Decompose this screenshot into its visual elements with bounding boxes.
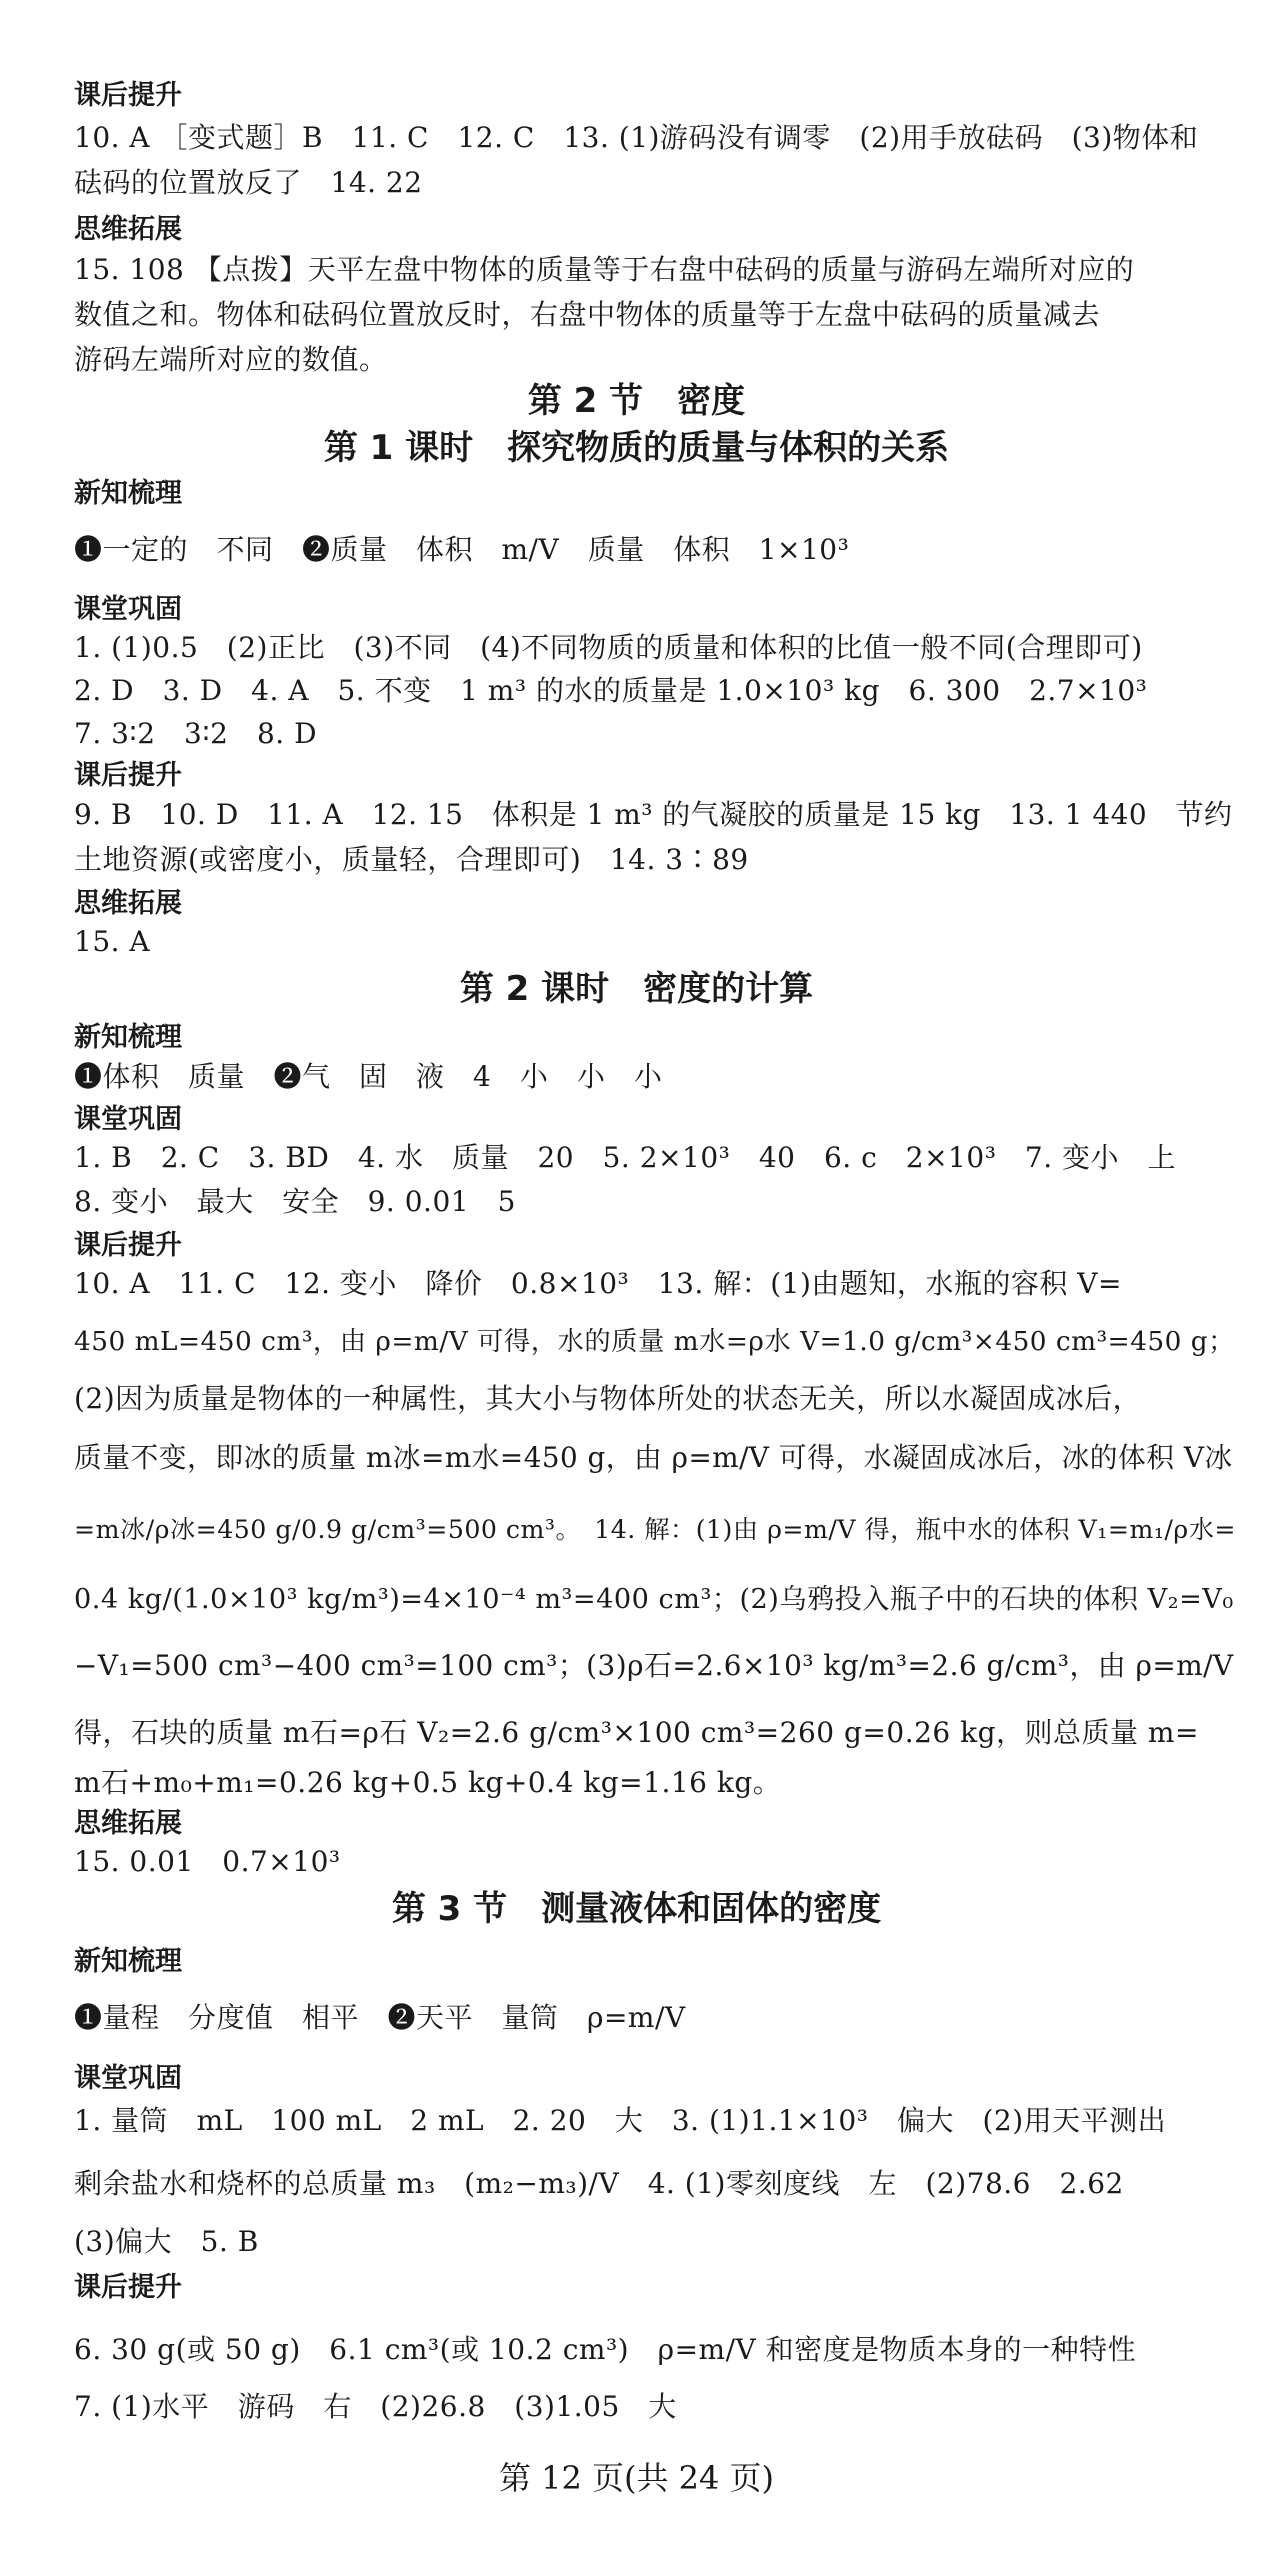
section-label: 课堂巩固: [74, 1104, 182, 1135]
answer-line: 7. (1)水平 游码 右 (2)26.8 (3)1.05 大: [74, 2390, 677, 2423]
answer-line: 土地资源(或密度小，质量轻，合理即可) 14. 3∶89: [74, 843, 749, 876]
answer-line: 2. D 3. D 4. A 5. 不变 1 m³ 的水的质量是 1.0×10³ kg 6. 300 2.7×10³: [74, 674, 1148, 707]
section-title: 第 3 节 测量液体和固体的密度: [391, 1889, 882, 1929]
answer-line: 0.4 kg/(1.0×10³ kg/m³)=4×10⁻⁴ m³=400 cm³；(2)乌鸦投入瓶子中的石块的体积 V₂=V₀: [74, 1584, 1234, 1615]
answer-line: 10. A ［变式题］B 11. C 12. C 13. (1)游码没有调零 (2)用手放砝码 (3)物体和: [74, 121, 1199, 154]
answer-line: 砝码的位置放反了 14. 22: [74, 166, 423, 199]
answer-line: 15. A: [74, 925, 151, 958]
answer-line: ❶一定的 不同 ❷质量 体积 m/V 质量 体积 1×10³: [74, 533, 850, 566]
section-label: 课堂巩固: [74, 594, 182, 625]
answer-line: ❶体积 质量 ❷气 固 液 4 小 小 小: [74, 1060, 663, 1093]
answer-line: 得，石块的质量 m石=ρ石 V₂=2.6 g/cm³×100 cm³=260 g=0.26 kg，则总质量 m=: [74, 1716, 1199, 1749]
answer-line: =m冰/ρ冰=450 g/0.9 g/cm³=500 cm³。 14. 解：(1)由 ρ=m/V 得，瓶中水的体积 V₁=m₁/ρ水=: [74, 1515, 1237, 1544]
answer-line: 15. 0.01 0.7×10³: [74, 1845, 341, 1878]
answer-line: m石+m₀+m₁=0.26 kg+0.5 kg+0.4 kg=1.16 kg。: [74, 1766, 782, 1799]
section-label: 思维拓展: [74, 1808, 182, 1839]
page-footer: 第 12 页(共 24 页): [498, 2459, 775, 2497]
answer-line: 1. 量筒 mL 100 mL 2 mL 2. 20 大 3. (1)1.1×10³ 偏大 (2)用天平测出: [74, 2104, 1167, 2137]
answer-line: 1. B 2. C 3. BD 4. 水 质量 20 5. 2×10³ 40 6. c 2×10³ 7. 变小 上: [74, 1141, 1177, 1174]
section-label: 课后提升: [74, 760, 182, 791]
answer-line: −V₁=500 cm³−400 cm³=100 cm³；(3)ρ石=2.6×10³ kg/m³=2.6 g/cm³，由 ρ=m/V: [74, 1649, 1234, 1682]
answer-line: 1. (1)0.5 (2)正比 (3)不同 (4)不同物质的质量和体积的比值一般不同(合理即可): [74, 631, 1143, 664]
answer-line: 10. A 11. C 12. 变小 降价 0.8×10³ 13. 解：(1)由题知，水瓶的容积 V=: [74, 1267, 1122, 1300]
lesson-title: 第 1 课时 探究物质的质量与体积的关系: [323, 428, 950, 468]
answer-line: 6. 30 g(或 50 g) 6.1 cm³(或 10.2 cm³) ρ=m/V 和密度是物质本身的一种特性: [74, 2333, 1137, 2366]
section-label: 课堂巩固: [74, 2063, 182, 2094]
answer-line: 9. B 10. D 11. A 12. 15 体积是 1 m³ 的气凝胶的质量是 15 kg 13. 1 440 节约: [74, 798, 1233, 831]
answer-line: ❶量程 分度值 相平 ❷天平 量筒 ρ=m/V: [74, 2001, 686, 2034]
answer-line: (3)偏大 5. B: [74, 2225, 259, 2258]
answer-line: 7. 3∶2 3∶2 8. D: [74, 717, 318, 750]
lesson-title: 第 2 课时 密度的计算: [459, 969, 814, 1009]
answer-line: 游码左端所对应的数值。: [74, 343, 388, 376]
section-label: 新知梳理: [74, 1946, 182, 1977]
answer-line: 数值之和。物体和砝码位置放反时，右盘中物体的质量等于左盘中砝码的质量减去: [74, 298, 1101, 331]
section-label: 思维拓展: [74, 214, 182, 245]
answer-line: 450 mL=450 cm³，由 ρ=m/V 可得，水的质量 m水=ρ水 V=1.0 g/cm³×450 cm³=450 g；: [74, 1327, 1235, 1357]
answer-line: 质量不变，即冰的质量 m冰=m水=450 g，由 ρ=m/V 可得，水凝固成冰后，冰的体积 V冰: [74, 1441, 1233, 1474]
section-label: 新知梳理: [74, 478, 182, 509]
section-label: 新知梳理: [74, 1022, 182, 1053]
answer-line: 15. 108 【点拨】天平左盘中物体的质量等于右盘中砝码的质量与游码左端所对应的: [74, 253, 1135, 286]
answer-line: (2)因为质量是物体的一种属性，其大小与物体所处的状态无关，所以水凝固成冰后，: [74, 1382, 1142, 1415]
section-title: 第 2 节 密度: [527, 381, 746, 421]
section-label: 课后提升: [74, 80, 182, 111]
section-label: 课后提升: [74, 2272, 182, 2303]
section-label: 思维拓展: [74, 888, 182, 919]
section-label: 课后提升: [74, 1230, 182, 1261]
answer-line: 8. 变小 最大 安全 9. 0.01 5: [74, 1185, 516, 1218]
answer-line: 剩余盐水和烧杯的总质量 m₃ (m₂−m₃)/V 4. (1)零刻度线 左 (2)78.6 2.62: [74, 2167, 1124, 2200]
